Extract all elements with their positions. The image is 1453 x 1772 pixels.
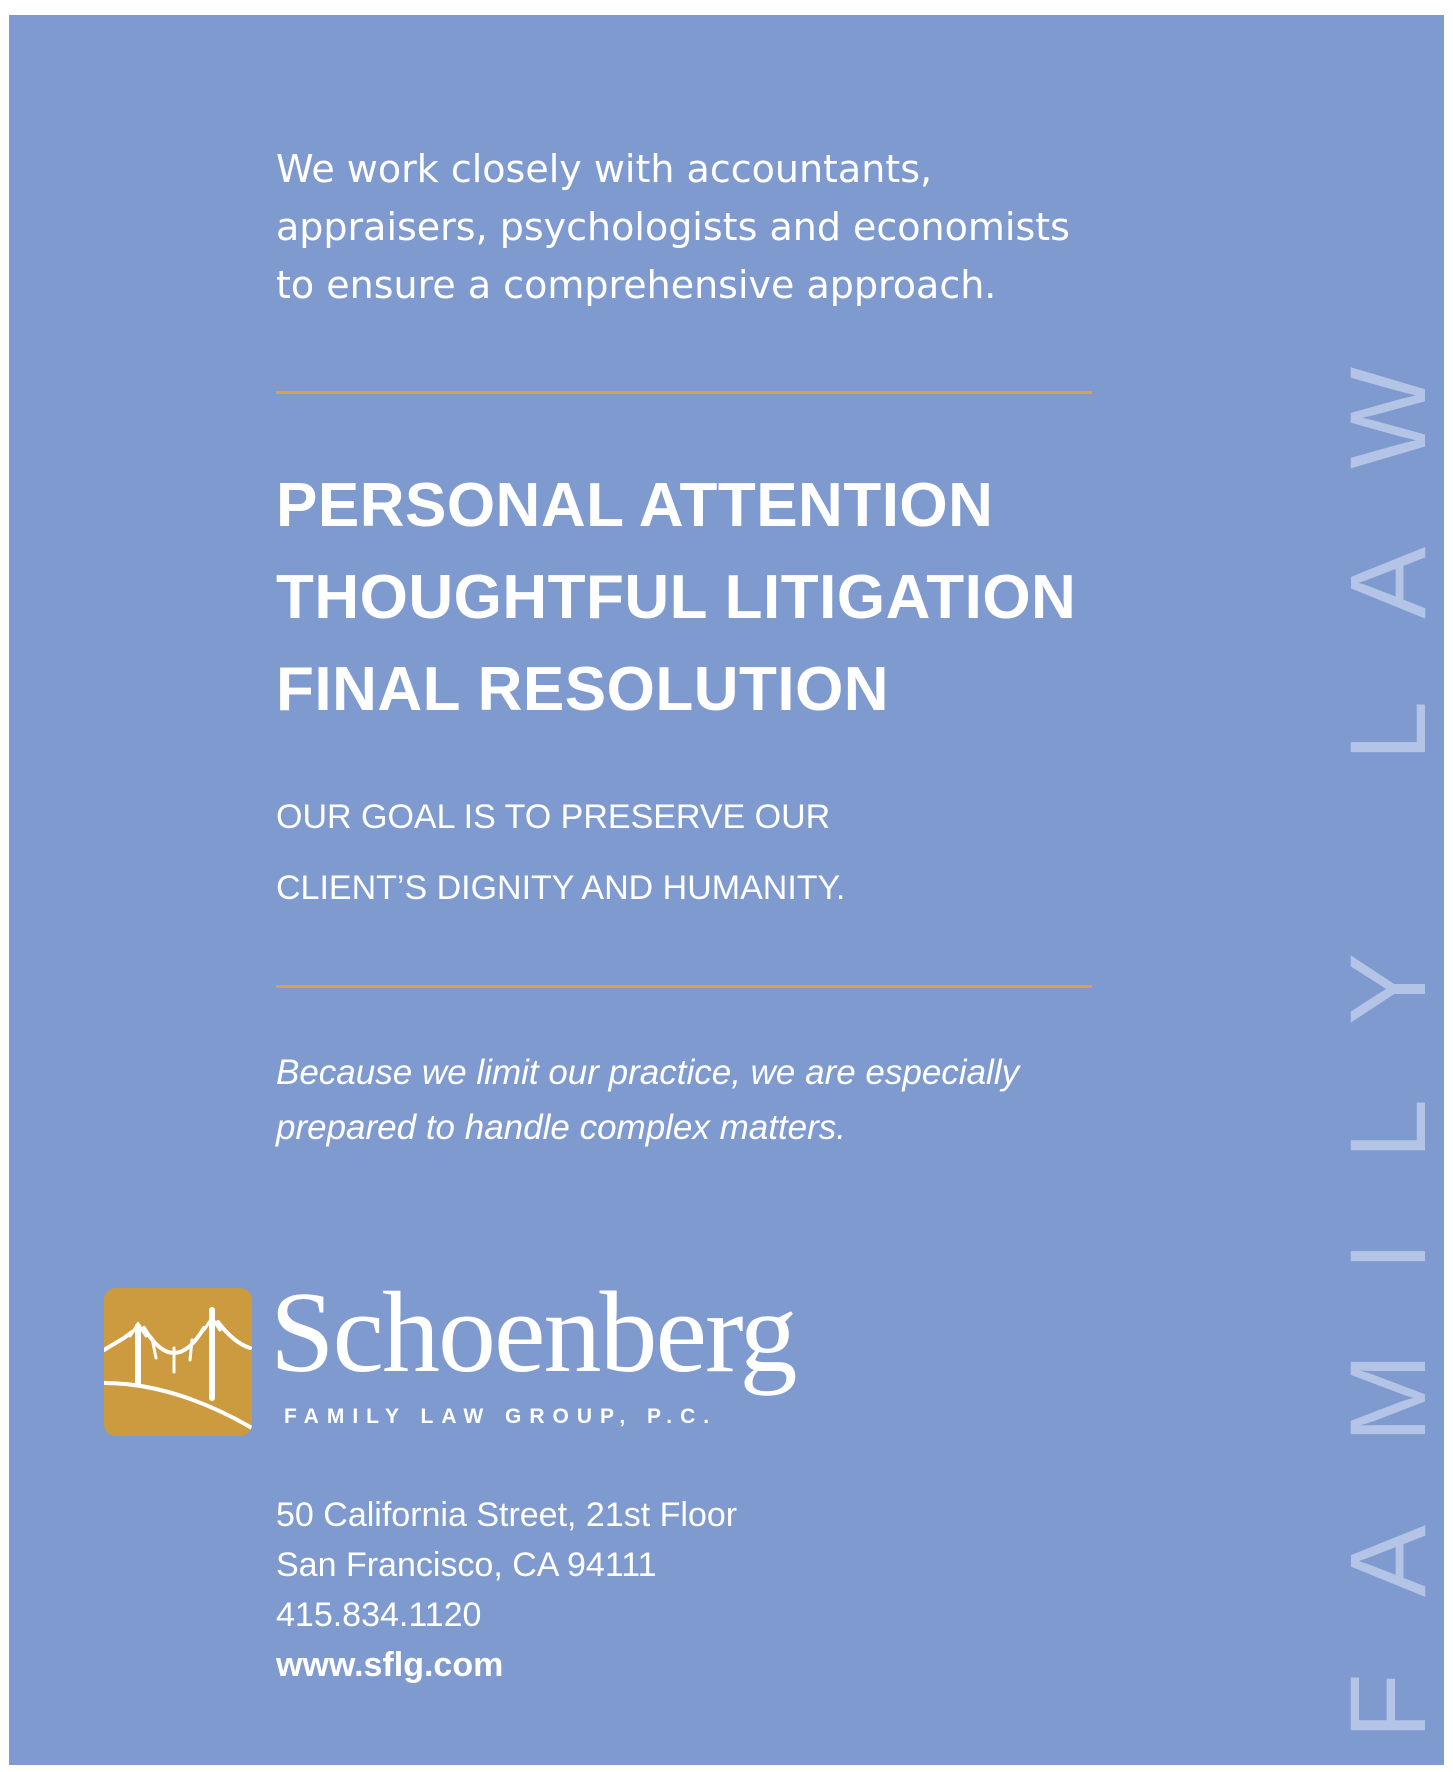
logo-wordmark: Schoenberg [270,1269,796,1397]
intro-paragraph [276,140,1070,314]
headline-line: THOUGHTFUL LITIGATION [276,563,1077,632]
side-vertical-text: FAMILY LAW [1327,284,1448,1740]
address-line-1: 50 California Street, 21st Floor [276,1496,738,1534]
phone-number: 415.834.1120 [276,1596,482,1634]
bridge-logo-icon [104,1288,252,1436]
website-link[interactable]: www.sflg.com [276,1646,504,1684]
goal-line: CLIENT’S DIGNITY AND HUMANITY. [276,869,846,907]
intro-line: We work closely with accountants, [276,147,933,191]
divider-bottom [276,985,1092,988]
headline-line: PERSONAL ATTENTION [276,471,994,540]
headline-line: FINAL RESOLUTION [276,655,890,724]
tagline-line: Because we limit our practice, we are especially [276,1053,1020,1092]
intro-line: appraisers, psychologists and economists [276,205,1070,249]
address-line-2: San Francisco, CA 94111 [276,1546,657,1584]
logo-subtitle: FAMILY LAW GROUP, P.C. [284,1405,718,1428]
tagline [276,1045,1019,1155]
tagline-line: prepared to handle complex matters. [276,1108,847,1147]
contact-block [276,1490,737,1690]
intro-line: to ensure a comprehensive approach. [276,263,997,307]
divider-top [276,391,1092,394]
goal-line: OUR GOAL IS TO PRESERVE OUR [276,798,831,836]
headline [276,460,1076,736]
goal-statement [276,782,845,924]
